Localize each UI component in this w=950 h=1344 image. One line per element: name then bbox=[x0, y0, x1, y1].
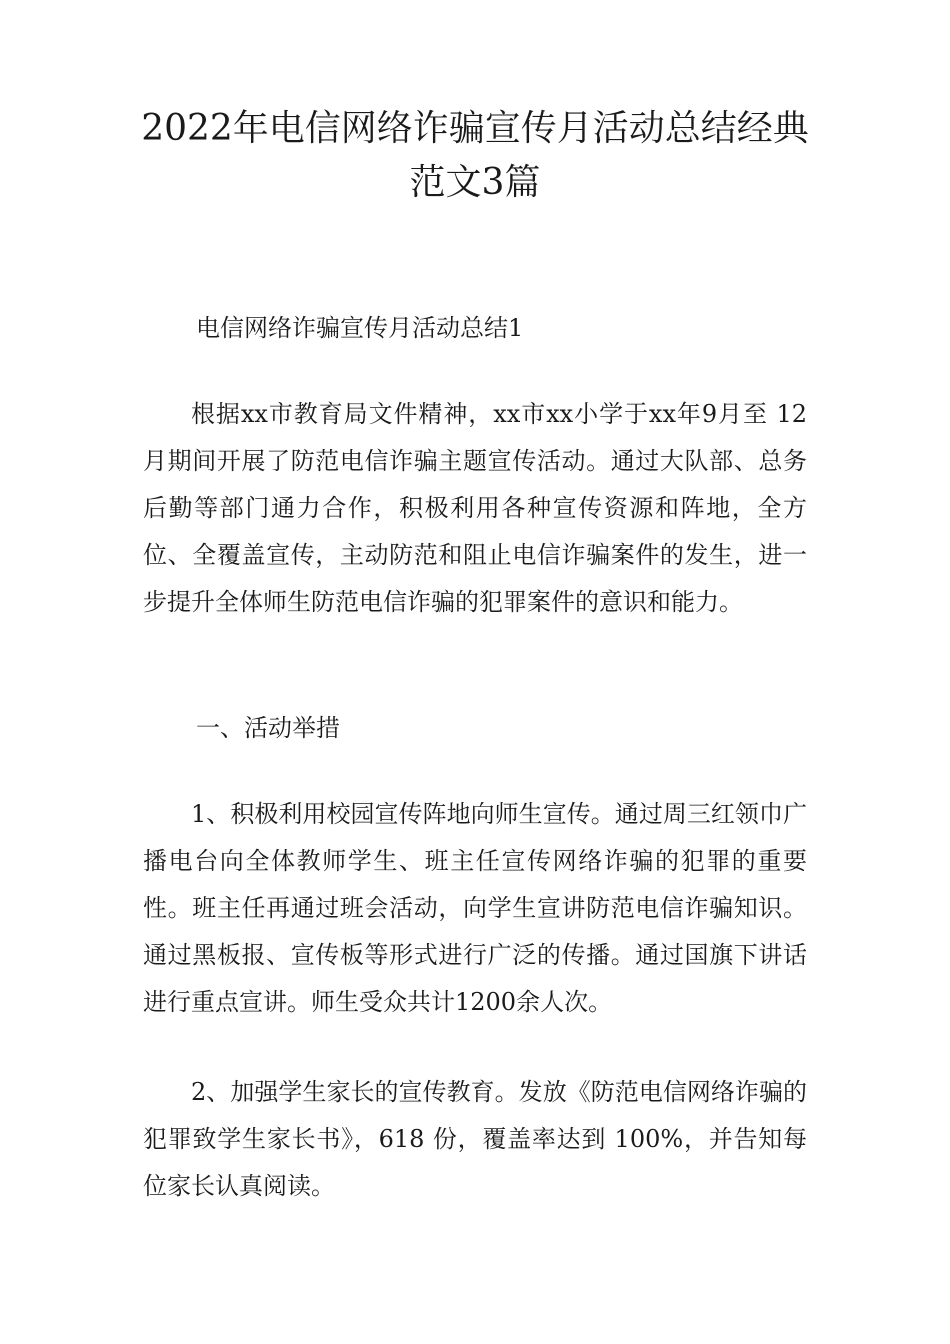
document-title: 2022年电信网络诈骗宣传月活动总结经典范文3篇 bbox=[141, 108, 809, 203]
section-title: 电信网络诈骗宣传月活动总结1 bbox=[196, 314, 524, 342]
heading-activity-measures: 一、活动举措 bbox=[196, 714, 340, 742]
paragraph-intro: 根据xx市教育局文件精神，xx市xx小学于xx年9月至 12 月期间开展了防范电信诈骗主题宣传活动。通过大队部、总务后勤等部门通力合作，积极利用各种宣传资源和阵地，全方位、全覆盖宣传，主动防范和阻止电信诈骗案件的发生，进一步提升全体师生防范电信诈骗的犯罪案件的意识和能力。 bbox=[143, 400, 807, 616]
paragraph-measure-2: 2、加强学生家长的宣传教育。发放《防范电信网络诈骗的犯罪致学生家长书》，618 份，覆盖率达到 100%，并告知每位家长认真阅读。 bbox=[143, 1078, 807, 1200]
paragraph-measure-1: 1、积极利用校园宣传阵地向师生宣传。通过周三红领巾广播电台向全体教师学生、班主任宣传网络诈骗的犯罪的重要性。班主任再通过班会活动，向学生宣讲防范电信诈骗知识。通过黑板报、宣传板等形式进行广泛的传播。通过国旗下讲话进行重点宣讲。师生受众共计1200余人次。 bbox=[143, 800, 807, 1016]
